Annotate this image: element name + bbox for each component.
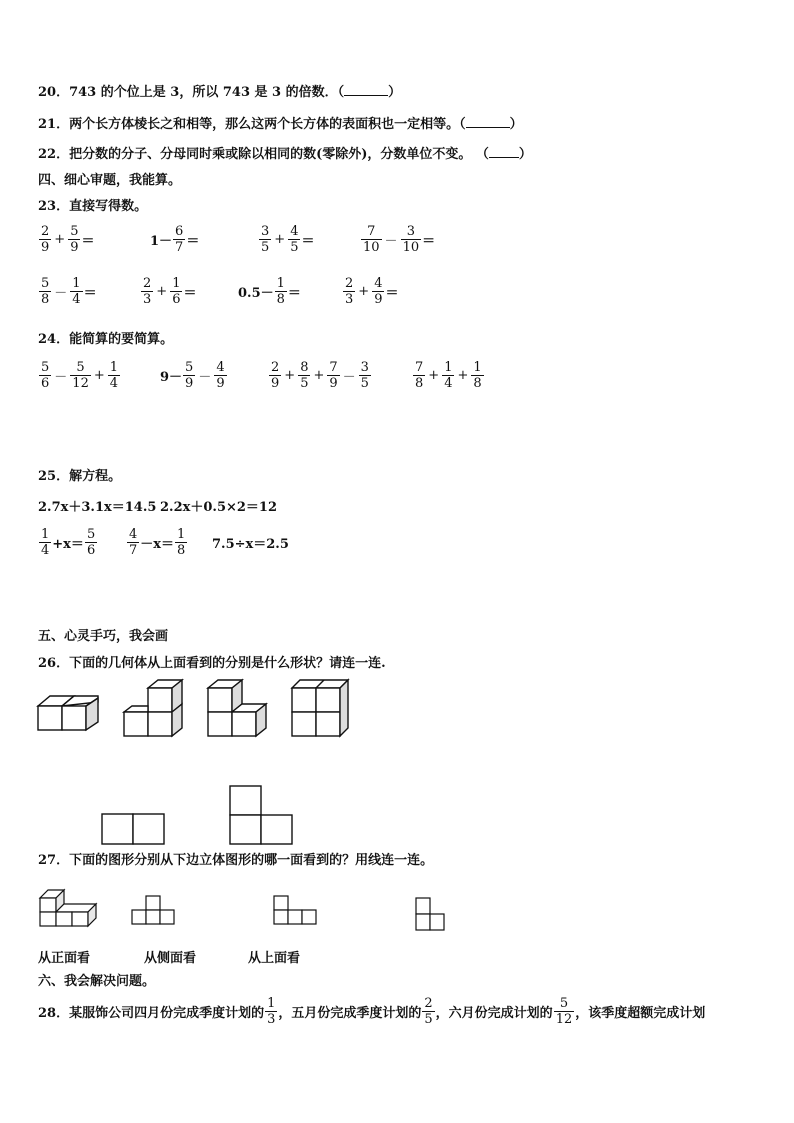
top-view-option-2[interactable] (228, 784, 294, 846)
section-6-heading: 六、我会解决问题。 (38, 974, 156, 989)
expr-23-2: 1－ $\frac{6}{7}$ ＝ (150, 224, 200, 255)
expr-23-4: $\frac{7}{10}$ － $\frac{3}{10}$ ＝ (363, 224, 436, 255)
solid-2-cube-drawing[interactable] (122, 678, 186, 740)
label-top-view: 从上面看 (248, 951, 301, 966)
equation-4: $\frac{4}{7}$ －x＝ $\frac{1}{8}$ (129, 527, 186, 558)
equation-5: 7.5÷x＝2.5 (212, 537, 289, 552)
expr-24-2: 9－ $\frac{5}{9}$ － $\frac{4}{9}$ (160, 360, 225, 391)
question-21: 21．两个长方体棱长之和相等，那么这两个长方体的表面积也一定相等。（ ） (38, 117, 523, 132)
expr-23-3: $\frac{3}{5}$ + $\frac{4}{5}$ ＝ (261, 224, 315, 255)
view-option-b[interactable] (272, 894, 320, 928)
expr-24-4: $\frac{7}{8}$ + $\frac{1}{4}$ + $\frac{1}{8}$ (415, 360, 482, 391)
label-front-view: 从正面看 (38, 951, 91, 966)
question-26-title: 26．下面的几何体从上面看到的分别是什么形状？请连一连. (38, 656, 386, 671)
answer-blank[interactable] (344, 84, 388, 96)
expr-24-3: $\frac{2}{9}$ + $\frac{8}{5}$ + $\frac{7}{9}$ － $\frac{3}{5}$ (271, 360, 369, 391)
solid-4-cube-drawing[interactable] (290, 678, 354, 740)
solid-3-cube-drawing[interactable] (206, 678, 270, 740)
top-view-option-1[interactable] (100, 812, 166, 846)
question-24-title: 24．能简算的要简算。 (38, 332, 174, 347)
expr-23-6: $\frac{2}{3}$ + $\frac{1}{6}$ ＝ (143, 276, 197, 307)
equation-1: 2.7x＋3.1x＝14.5 (38, 500, 157, 515)
question-25-title: 25．解方程。 (38, 469, 122, 484)
expr-24-1: $\frac{5}{6}$ － $\frac{5}{12}$ + $\frac{1}{4}$ (41, 360, 119, 391)
answer-blank[interactable] (489, 146, 519, 158)
expr-23-7: 0.5－ $\frac{1}{8}$ ＝ (238, 276, 301, 307)
solid-q27-drawing[interactable] (38, 886, 102, 930)
answer-blank[interactable] (466, 116, 510, 128)
equation-2: 2.2x＋0.5×2＝12 (160, 500, 278, 515)
solid-1-cube-drawing[interactable] (36, 692, 100, 740)
equation-3: $\frac{1}{4}$ +x＝ $\frac{5}{6}$ (41, 527, 96, 558)
question-28: 28．某服饰公司四月份完成季度计划的 $\frac{1}{3}$ ，五月份完成季度计划的 $\frac{2}{5}$ ，六月份完成计划的 $\frac{5}{12}$ ，该季度超额完成计划 (38, 996, 706, 1027)
view-option-c[interactable] (414, 894, 448, 934)
question-22: 22．把分数的分子、分母同时乘或除以相同的数(零除外)，分数单位不变。 （ ） (38, 147, 532, 162)
view-option-a[interactable] (130, 894, 178, 928)
label-side-view: 从侧面看 (144, 951, 197, 966)
question-23-title: 23．直接写得数。 (38, 199, 148, 214)
expr-23-5: $\frac{5}{8}$ － $\frac{1}{4}$ ＝ (41, 276, 97, 307)
expr-23-1: $\frac{2}{9}$ + $\frac{5}{9}$ ＝ (41, 224, 95, 255)
question-20: 20．743 的个位上是 3，所以 743 是 3 的倍数．（ ） (38, 85, 402, 100)
expr-23-8: $\frac{2}{3}$ + $\frac{4}{9}$ ＝ (345, 276, 399, 307)
section-5-heading: 五、心灵手巧，我会画 (38, 629, 169, 644)
section-4-heading: 四、细心审题，我能算。 (38, 173, 182, 188)
question-27-title: 27．下面的图形分别从下边立体图形的哪一面看到的？用线连一连。 (38, 853, 434, 868)
